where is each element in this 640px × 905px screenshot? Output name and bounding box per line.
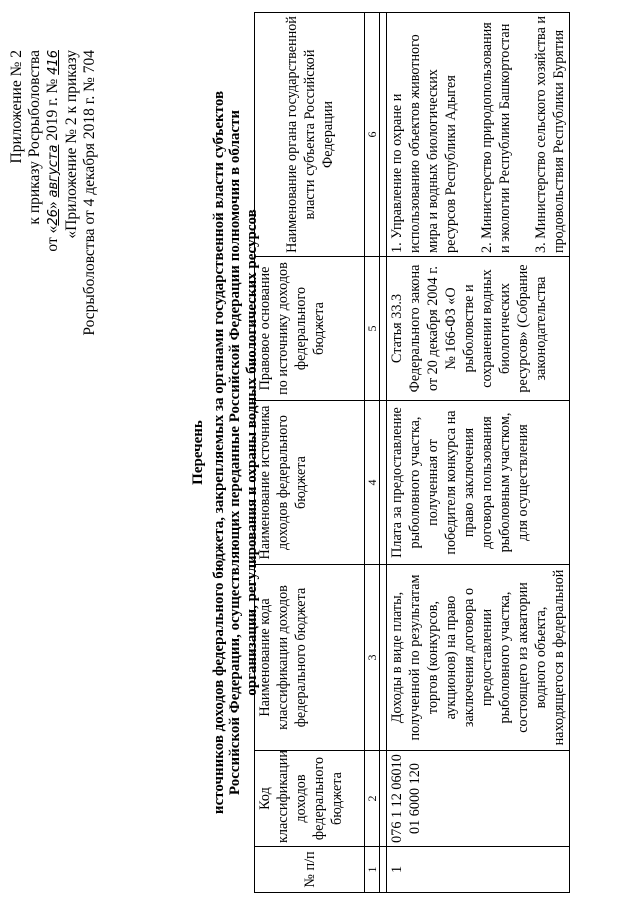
date-prefix: от « — [44, 225, 61, 252]
order-date-line — [44, 50, 63, 470]
spacer-cell — [380, 257, 387, 401]
column-number: 3 — [365, 565, 380, 751]
date-year: 2019 г. № — [44, 74, 61, 145]
date-day: 26 — [46, 209, 61, 226]
sources-table — [254, 12, 570, 893]
title-line-1: Перечень — [190, 420, 206, 485]
header-source-name: Наименование источника доходов федерального бюджета — [255, 401, 365, 565]
spacer-cell — [380, 751, 387, 847]
appendix-header — [8, 50, 99, 470]
column-number: 5 — [365, 257, 380, 401]
row-code-name: Доходы в виде платы, полученной по результатам торгов (конкурсов, аукционов) на право заключения договора о предоставлении рыболовного участка, состоящего из акватории водного объекта, находящегося в федеральной — [387, 565, 570, 751]
spacer-cell — [380, 13, 387, 257]
row-num: 1 — [387, 847, 570, 893]
column-number: 1 — [365, 847, 380, 893]
authority-item: 2. Министерство природопользования и экологии Республики Башкортостан — [479, 22, 513, 253]
appendix-line: Приложение № 2 — [8, 50, 25, 164]
title-line-2: источников доходов федерального бюджета, закрепляемых за органами государственной власти субъектов — [210, 90, 227, 815]
table-row — [387, 13, 570, 893]
title-line-4: организации, регулирования и охраны водных биологических ресурсов — [243, 209, 260, 696]
authority-item: 1. Управление по охране и использованию объектов животного мира и водных биологических ресурсов Республики Адыгея — [389, 34, 459, 253]
spacer-cell — [380, 401, 387, 565]
order-line: к приказу Росрыболовства — [26, 50, 43, 225]
column-number-row — [365, 13, 380, 893]
spacer-cell — [380, 565, 387, 751]
spacer-row — [380, 13, 387, 893]
spacer-cell — [380, 847, 387, 893]
date-mid: » — [44, 197, 61, 210]
column-number: 6 — [365, 13, 380, 257]
row-code: 076 1 12 06010 01 6000 120 — [387, 751, 570, 847]
header-code-name: Наименование кода классификации доходов федерального бюджета — [255, 565, 365, 751]
row-authorities — [387, 13, 570, 257]
header-row — [255, 13, 365, 893]
header-num: № п/п — [255, 847, 365, 893]
header-legal-basis: Правовое основание по источнику доходов федерального бюджета — [255, 257, 365, 401]
column-number: 4 — [365, 401, 380, 565]
document-title — [190, 0, 260, 905]
date-month: августа — [46, 144, 61, 198]
row-source-name: Плата за предоставление рыболовного участка, полученная от победителя конкурса на право заключения договора пользования рыболовным участком, для осуществления — [387, 401, 570, 565]
previous-order-line-1: «Приложение № 2 к приказу — [63, 50, 80, 239]
header-authority: Наименование органа государственной власти субъекта Российской Федерации — [255, 13, 365, 257]
date-number: 416 — [46, 50, 61, 75]
row-legal-basis: Статья 33.3 Федерального закона от 20 декабря 2004 г. № 166-ФЗ «О рыболовстве и сохранении водных биологических ресурсов» (Собрание законодательства — [387, 257, 570, 401]
header-code: Код классификации доходов федерального бюджета — [255, 751, 365, 847]
title-line-3: Российской Федерации, осуществляющих переданные Российской Федерации полномочия в области — [227, 109, 243, 796]
authority-item: 3. Министерство сельского хозяйства и продовольствия Республики Бурятия — [533, 15, 567, 253]
column-number: 2 — [365, 751, 380, 847]
previous-order-line-2: Росрыболовства от 4 декабря 2018 г. № 704 — [81, 50, 98, 336]
